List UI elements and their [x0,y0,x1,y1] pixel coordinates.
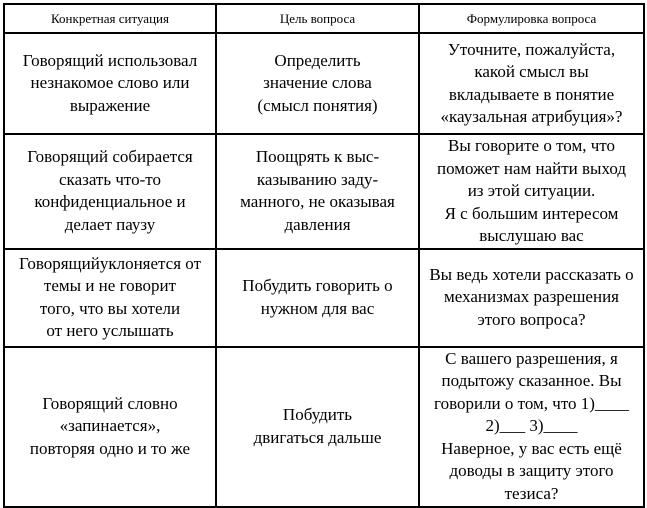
goal-cell: Побудить двигаться дальше [216,347,419,507]
goal-cell: Побудить говорить о нужном для вас [216,249,419,347]
table-row [4,347,644,507]
situation-cell: Говорящий словно «запинается», повторяя одно и то же [4,347,216,507]
header-goal: Цель вопроса [216,4,419,33]
table-header-row [4,4,644,33]
question-table [3,3,645,508]
table-row [4,134,644,249]
goal-cell: Поощрять к выс- казыванию заду- манного, не оказывая давления [216,134,419,249]
wording-cell: Вы ведь хотели рассказать о механизмах разрешения этого вопроса? [419,249,644,347]
wording-cell: Вы говорите о том, что поможет нам найти выход из этой ситуации. Я с большим интересом выслушаю вас [419,134,644,249]
situation-cell: Говорящий использовал незнакомое слово или выражение [4,33,216,134]
header-wording: Формулировка вопроса [419,4,644,33]
situation-cell: Говорящийуклоняется от темы и не говорит того, что вы хотели от него услышать [4,249,216,347]
table-row [4,33,644,134]
situation-cell: Говорящий собирается сказать что-то конфиденциальное и делает паузу [4,134,216,249]
header-situation: Конкретная ситуация [4,4,216,33]
wording-cell: Уточните, пожалуйста, какой смысл вы вкладываете в понятие «каузальная атрибуция»? [419,33,644,134]
table-row [4,249,644,347]
goal-cell: Определить значение слова (смысл понятия) [216,33,419,134]
wording-cell: С вашего разрешения, я подытожу сказанное. Вы говорили о том, что 1)____ 2)___ 3)____ Наверное, у вас есть ещё доводы в защиту этого тезиса? [419,347,644,507]
